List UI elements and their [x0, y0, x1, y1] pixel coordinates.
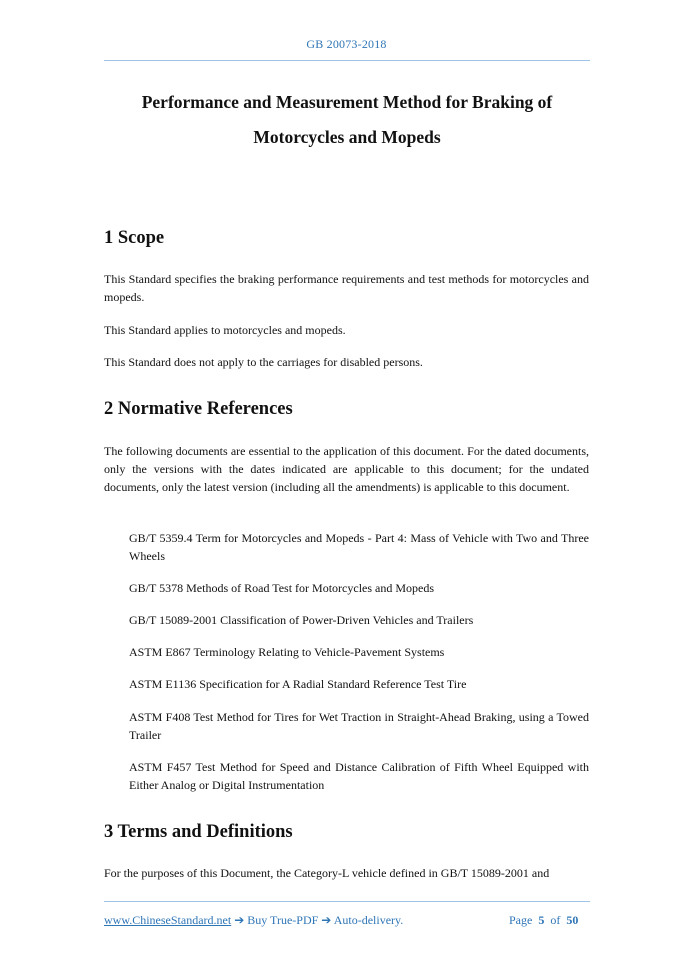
reference-item: ASTM F408 Test Method for Tires for Wet Traction in Straight-Ahead Braking, using a Towed Trailer	[129, 710, 589, 742]
reference-item: GB/T 5359.4 Term for Motorcycles and Mopeds - Part 4: Mass of Vehicle with Two and Three Wheels	[129, 531, 589, 563]
buy-true-pdf-link[interactable]: Buy True-PDF	[247, 913, 319, 927]
total-pages-number: 50	[566, 913, 579, 927]
document-code-header: GB 20073-2018	[306, 37, 387, 51]
footer-divider	[104, 901, 590, 902]
reference-item: ASTM F457 Test Method for Speed and Distance Calibration of Fifth Wheel Equipped with Either Analog or Digital Instrumentation	[129, 760, 589, 792]
scope-paragraph-3: This Standard does not apply to the carriages for disabled persons.	[104, 355, 423, 369]
auto-delivery-text: Auto-delivery.	[333, 913, 404, 927]
terms-intro-paragraph: For the purposes of this Document, the Category-L vehicle defined in GB/T 15089-2001 and	[104, 866, 550, 880]
header-divider	[104, 60, 590, 61]
section-heading-terms-and-definitions: 3 Terms and Definitions	[104, 822, 293, 842]
site-link[interactable]: www.ChineseStandard.net	[104, 913, 232, 927]
document-title-line-2: Motorcycles and Mopeds	[253, 127, 441, 147]
reference-item: ASTM E867 Terminology Relating to Vehicle-Pavement Systems	[129, 645, 445, 659]
reference-item: GB/T 5378 Methods of Road Test for Motorcycles and Mopeds	[129, 581, 435, 595]
of-label: of	[550, 913, 561, 927]
section-heading-normative-references: 2 Normative References	[104, 399, 293, 419]
reference-item: ASTM E1136 Specification for A Radial Standard Reference Test Tire	[129, 677, 467, 691]
page-label: Page	[509, 913, 533, 927]
page-number-indicator	[509, 913, 578, 928]
current-page-number: 5	[538, 913, 545, 927]
arrow-right-icon: ➔	[234, 913, 245, 927]
section-heading-scope: 1 Scope	[104, 228, 165, 248]
scope-paragraph-2: This Standard applies to motorcycles and mopeds.	[104, 323, 346, 337]
arrow-right-icon: ➔	[321, 913, 332, 927]
reference-item: GB/T 15089-2001 Classification of Power-Driven Vehicles and Trailers	[129, 613, 474, 627]
normative-intro-paragraph: The following documents are essential to the application of this document. For the dated documents, only the versions with the dates indicated are applicable to this document; for the undated documents, only the latest version (including all the amendments) is applicable to this document.	[104, 444, 589, 494]
document-title-line-1: Performance and Measurement Method for Braking of	[141, 92, 553, 112]
scope-paragraph-1: This Standard specifies the braking performance requirements and test methods for motorcycles and mopeds.	[104, 272, 589, 304]
footer-promo	[104, 913, 403, 928]
